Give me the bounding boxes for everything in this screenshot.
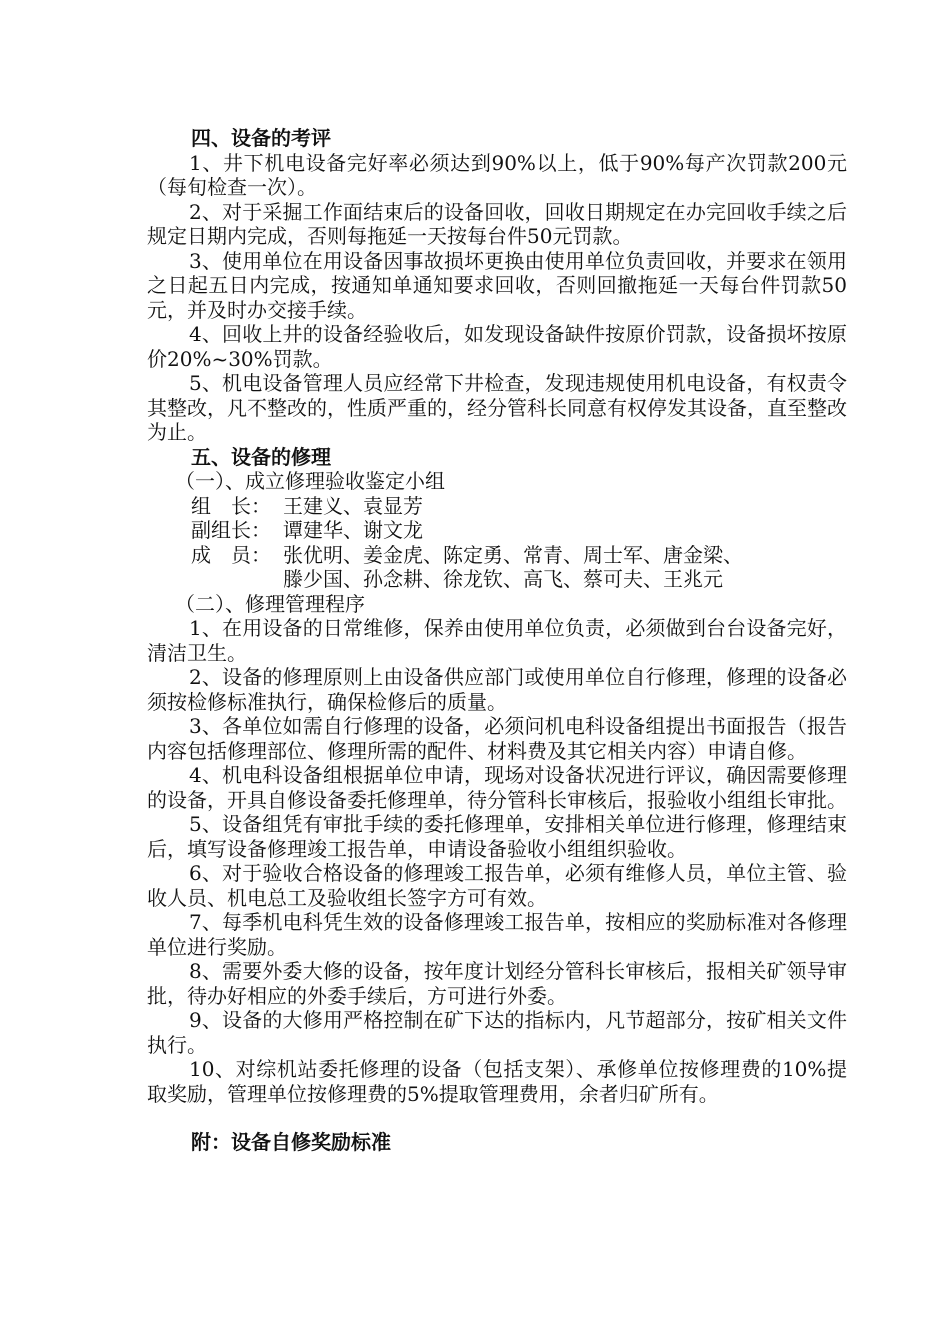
document-body: [147, 126, 847, 1155]
section-4-heading: 四、设备的考评: [191, 126, 331, 150]
section-5-heading: 五、设备的修理: [191, 444, 331, 469]
section-4-item-2: 2、对于采掘工作面结束后的设备回收，回收日期规定在办完回收手续之后规定日期内完成，否则每拖延一天按每台件50元罚款。: [147, 199, 847, 248]
section-4-item-5: 5、机电设备管理人员应经常下井检查，发现违规使用机电设备，有权责令其整改，凡不整改的，性质严重的，经分管科长同意有权停发其设备，直至整改为止。: [147, 371, 847, 444]
section-5-item-7: 7、每季机电科凭生效的设备修理竣工报告单，按相应的奖励标准对各修理单位进行奖励。: [147, 910, 847, 959]
spacer: [147, 1106, 847, 1130]
group-member-label: 成 员：: [191, 542, 271, 567]
section-5-item-5: 5、设备组凭有审批手续的委托修理单，安排相关单位进行修理，修理结束后，填写设备修理竣工报告单，申请设备验收小组组织验收。: [147, 812, 847, 861]
repair-procedure-title: （二）、修理管理程序: [175, 591, 365, 616]
section-5-item-1: 1、在用设备的日常维修，保养由使用单位负责，必须做到台台设备完好，清洁卫生。: [147, 616, 847, 665]
group-deputy-label: 副组长：: [191, 518, 271, 542]
group-member-row-continued: [147, 567, 847, 592]
section-5-item-9: 9、设备的大修用严格控制在矿下达的指标内，凡节超部分，按矿相关文件执行。: [147, 1008, 847, 1057]
section-4-item-4: 4、回收上井的设备经验收后，如发现设备缺件按原价罚款，设备损坏按原价20%~30%罚款。: [147, 322, 847, 371]
section-5-item-8: 8、需要外委大修的设备，按年度计划经分管科长审核后，报相关矿领导审批，待办好相应的外委手续后，方可进行外委。: [147, 959, 847, 1008]
group-leader-row: [147, 494, 847, 519]
section-5-item-10: 10、对综机站委托修理的设备（包括支架）、承修单位按修理费的10%提取奖励，管理单位按修理费的5%提取管理费用，余者归矿所有。: [147, 1057, 847, 1106]
group-deputy-names: 谭建华、谢文龙: [283, 518, 423, 542]
group-member-row: [147, 543, 847, 568]
group-member-names-line-2: 滕少国、孙念耕、徐龙钦、高飞、蔡可夫、王兆元: [283, 567, 723, 591]
section-4-item-1: 1、井下机电设备完好率必须达到90%以上，低于90%每产次罚款200元（每旬检查一次）。: [147, 150, 847, 199]
section-4-item-3: 3、使用单位在用设备因事故损坏更换由使用单位负责回收，并要求在领用之日起五日内完成，按通知单通知要求回收，否则回撤拖延一天每台件罚款50元，并及时办交接手续。: [147, 248, 847, 322]
section-5-item-3: 3、各单位如需自行修理的设备，必须问机电科设备组提出书面报告（报告内容包括修理部位、修理所需的配件、材料费及其它相关内容）申请自修。: [147, 714, 847, 763]
group-leader-names: 王建义、袁显芳: [283, 493, 423, 518]
section-5-item-6: 6、对于验收合格设备的修理竣工报告单，必须有维修人员，单位主管、验收人员、机电总工及验收组长签字方可有效。: [147, 861, 847, 910]
group-member-names-line-1: 张优明、姜金虎、陈定勇、常青、周士军、唐金梁、: [283, 542, 743, 567]
section-5-item-2: 2、设备的修理原则上由设备供应部门或使用单位自行修理，修理的设备必须按检修标准执行，确保检修后的质量。: [147, 665, 847, 714]
group-deputy-row: [147, 518, 847, 543]
group-leader-label: 组 长：: [191, 493, 271, 518]
repair-group-title: （一）、成立修理验收鉴定小组: [175, 469, 445, 493]
appendix-heading: 附：设备自修奖励标准: [191, 1130, 391, 1154]
section-5-item-4: 4、机电科设备组根据单位申请，现场对设备状况进行评议，确因需要修理的设备，开具自修设备委托修理单，待分管科长审核后，报验收小组组长审批。: [147, 763, 847, 812]
